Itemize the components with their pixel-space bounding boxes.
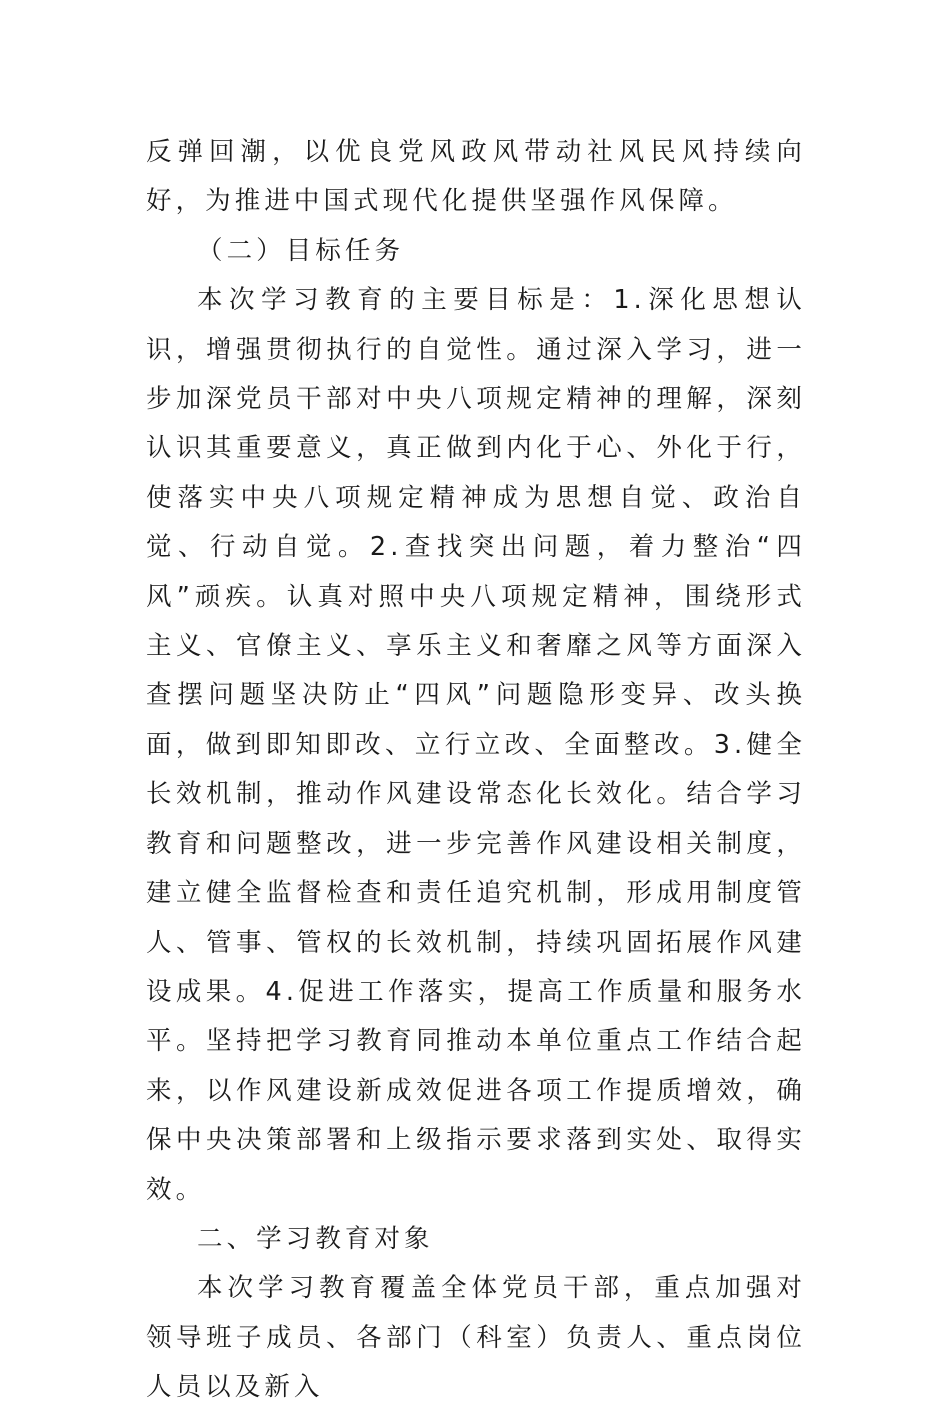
paragraph-objectives: 本次学习教育的主要目标是：1.深化思想认识，增强贯彻执行的自觉性。通过深入学习，进一步加深党员干部对中央八项规定精神的理解，深刻认识其重要意义，真正做到内化于心、外化于行，使落实中央八项规定精神成为思想自觉、政治自觉、行动自觉。2.查找突出问题，着力整治“四风”顽疾。认真对照中央八项规定精神，围绕形式主义、官僚主义、享乐主义和奢靡之风等方面深入查摆问题坚决防止“四风”问题隐形变异、改头换面，做到即知即改、立行立改、全面整改。3.健全长效机制，推动作风建设常态化长效化。结合学习教育和问题整改，进一步完善作风建设相关制度，建立健全监督检查和责任追究机制，形成用制度管人、管事、管权的长效机制，持续巩固拓展作风建设成果。4.促进工作落实，提高工作质量和服务水平。坚持把学习教育同推动本单位重点工作结合起来，以作风建设新成效促进各项工作提质增效，确保中央决策部署和上级指示要求落到实处、取得实效。 [146,285,806,1205]
paragraph-audience: 本次学习教育覆盖全体党员干部，重点加强对领导班子成员、各部门（科室）负责人、重点岗位人员以及新入 [146,1273,806,1403]
subsection-heading: （二）目标任务 [197,235,405,266]
document-body [146,128,806,1413]
paragraph-continuation: 反弹回潮，以优良党风政风带动社风民风持续向好，为推进中国式现代化提供坚强作风保障。 [146,137,806,217]
section-heading: 二、学习教育对象 [197,1223,434,1254]
